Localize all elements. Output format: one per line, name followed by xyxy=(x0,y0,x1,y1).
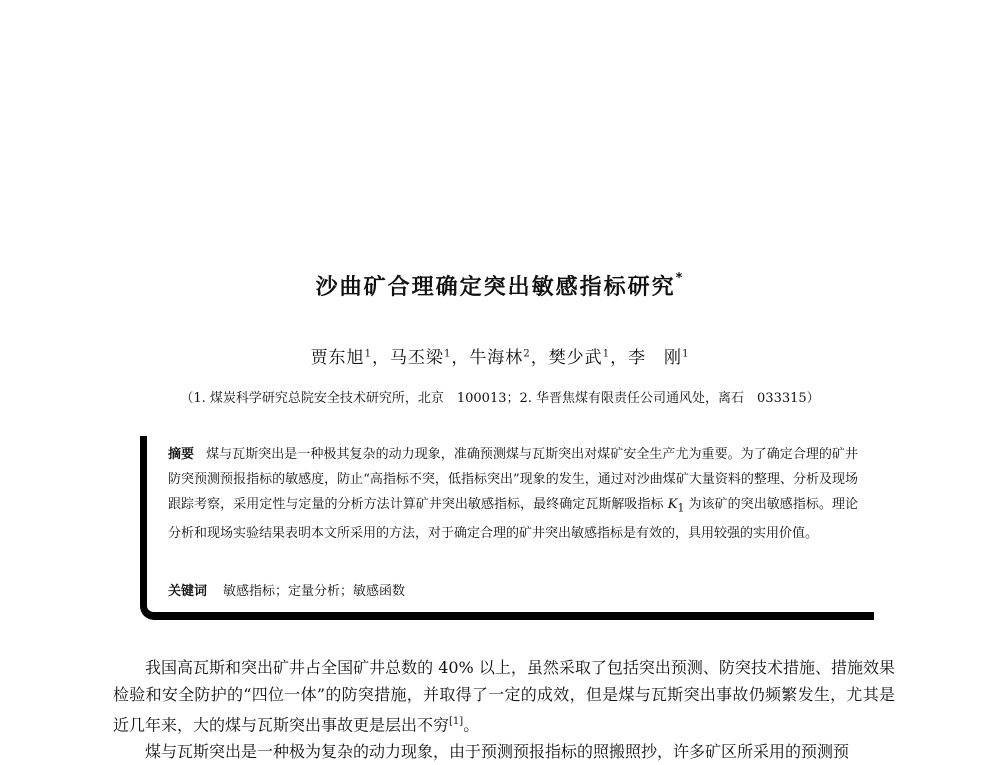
author-separator: ， xyxy=(371,348,390,368)
abstract-label: 摘要 xyxy=(168,447,195,462)
author-name: 马丕梁 xyxy=(389,348,444,368)
author-separator: ， xyxy=(451,348,470,368)
author-name: 贾东旭 xyxy=(310,348,365,368)
k1-subscript: 1 xyxy=(677,501,685,515)
author xyxy=(311,348,372,368)
paragraph-end: 。 xyxy=(463,715,480,735)
abstract-text-part1: 煤与瓦斯突出是一种极其复杂的动力现象，准确预测煤与瓦斯突出对煤矿安全生产尤为重要。为了确定合理的矿井防突预测预报指标的敏感度，防止“高指标不突，低指标突出”现象的发生，通过对沙曲煤矿大量资料的整理、分析及现场跟踪考察，采用定性与定量的分析方法计算矿井突出敏感指标，最终确定瓦斯解吸指标 xyxy=(168,447,858,512)
citation-ref: [1] xyxy=(449,716,464,727)
title-text: 沙曲矿合理确定突出敏感指标研究 xyxy=(315,275,676,300)
paragraph: 煤与瓦斯突出是一种极为复杂的动力现象，由于预测预报指标的照搬照抄，许多矿区所采用的预测预 xyxy=(145,742,850,762)
author-affiliation-mark: 1 xyxy=(682,348,690,360)
abstract-text-part2: 为该矿的突出敏感指标。理论分析和现场实验结果表明本文所采用的方法，对于确定合理的矿井突出敏感指标是有效的，具用较强的实用价值。 xyxy=(168,497,858,541)
author-separator: ， xyxy=(610,348,629,368)
author-list xyxy=(0,343,1000,368)
author xyxy=(390,348,451,368)
author-affiliation-mark: 1 xyxy=(443,348,452,360)
author xyxy=(549,348,610,368)
author-separator: ， xyxy=(530,348,549,368)
author-name: 牛海林 xyxy=(469,348,524,368)
title-footnote-mark: * xyxy=(675,270,685,286)
paragraph-text: 我国高瓦斯和突出矿井占全国矿井总数的 40% 以上，虽然采取了包括突出预测、防突技术措施、措施效果检验和安全防护的“四位一体”的防突措施，并取得了一定的成效，但是煤与瓦斯突出事故仍频繁发生，尤其是近几年来，大的煤与瓦斯突出事故更是层出不穷 xyxy=(113,658,895,735)
keywords-label: 关键词 xyxy=(168,584,208,599)
author xyxy=(469,348,530,368)
author-affiliation-mark: 2 xyxy=(523,348,531,360)
paragraph xyxy=(113,654,895,738)
author xyxy=(628,348,689,368)
paper-title xyxy=(0,270,1000,301)
author-name: 樊少武 xyxy=(548,348,603,368)
keywords-text: 敏感指标；定量分析；敏感函数 xyxy=(223,584,406,599)
body-text xyxy=(113,654,895,765)
author-affiliation-mark: 1 xyxy=(602,348,611,360)
author-name: 李 刚 xyxy=(628,348,683,368)
keywords xyxy=(168,580,858,599)
author-affiliation-mark: 1 xyxy=(364,348,372,360)
k1-symbol: K xyxy=(667,497,678,512)
frame-corner xyxy=(864,612,874,620)
abstract xyxy=(168,442,858,546)
affiliations: （1. 煤炭科学研究总院安全技术研究所，北京 100013；2. 华晋焦煤有限责任公司通风处，离石 033315） xyxy=(180,391,820,406)
